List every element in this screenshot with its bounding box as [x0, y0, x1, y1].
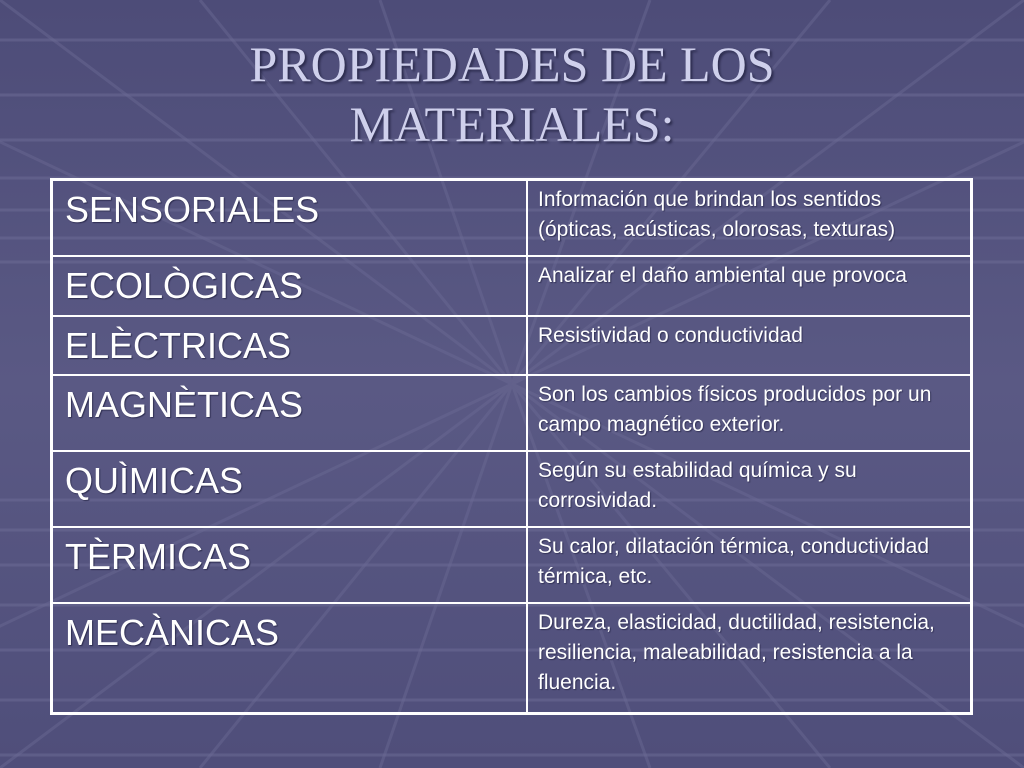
table-row	[52, 451, 972, 527]
properties-table	[50, 178, 973, 715]
property-description: Según su estabilidad química y su corrosividad.	[527, 451, 972, 527]
table-row	[52, 375, 972, 451]
property-description: Dureza, elasticidad, ductilidad, resistencia, resiliencia, maleabilidad, resistencia a la fluencia.	[527, 603, 972, 714]
property-description: Analizar el daño ambiental que provoca	[527, 256, 972, 316]
table-row	[52, 316, 972, 376]
property-name: MAGNÈTICAS	[52, 375, 528, 451]
property-name: SENSORIALES	[52, 180, 528, 256]
property-name: ELÈCTRICAS	[52, 316, 528, 376]
slide-title-line1: PROPIEDADES DE LOS	[249, 36, 775, 92]
property-description: Resistividad o conductividad	[527, 316, 972, 376]
table-row	[52, 180, 972, 256]
property-name: TÈRMICAS	[52, 527, 528, 603]
property-description: Información que brindan los sentidos (ópticas, acústicas, olorosas, texturas)	[527, 180, 972, 256]
property-name: QUÌMICAS	[52, 451, 528, 527]
slide-title	[0, 34, 1024, 154]
property-name: MECÀNICAS	[52, 603, 528, 714]
table-row	[52, 527, 972, 603]
property-name: ECOLÒGICAS	[52, 256, 528, 316]
table-row	[52, 603, 972, 714]
property-description: Su calor, dilatación térmica, conductividad térmica, etc.	[527, 527, 972, 603]
slide-title-line2: MATERIALES:	[349, 96, 675, 152]
property-description: Son los cambios físicos producidos por un campo magnético exterior.	[527, 375, 972, 451]
table-row	[52, 256, 972, 316]
